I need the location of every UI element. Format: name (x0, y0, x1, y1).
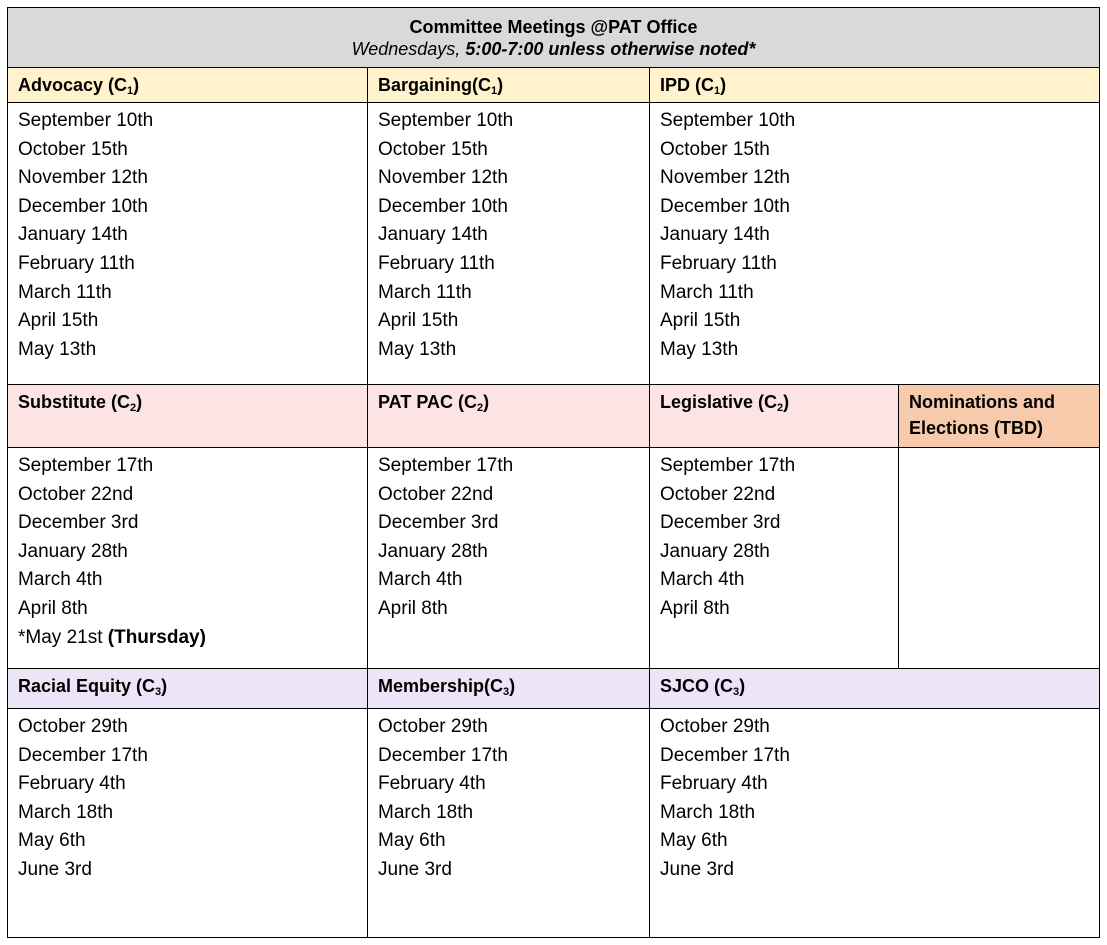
dates-legislative (650, 448, 898, 624)
meeting-date: December 10th (378, 195, 508, 217)
meeting-date: June 3rd (18, 858, 92, 880)
meeting-date: March 11th (378, 281, 472, 303)
meeting-date: February 11th (378, 252, 495, 274)
meeting-date: December 10th (18, 195, 148, 217)
meeting-date: October 15th (378, 138, 488, 160)
header-membership: $Membership(C_3)$ (368, 669, 649, 708)
dates-bargaining (368, 103, 649, 364)
meeting-date: April 8th (378, 597, 448, 619)
meeting-date: November 12th (18, 167, 148, 189)
header-ipd: IPD $(C_1)$ (650, 68, 1099, 102)
meeting-date: December 3rd (378, 512, 499, 534)
meeting-date: December 17th (378, 744, 508, 766)
meeting-date: January 14th (660, 224, 770, 246)
meeting-date: March 11th (660, 281, 754, 303)
dates-membership (368, 709, 649, 885)
grid-line (367, 68, 368, 937)
meeting-date: October 29th (18, 716, 128, 737)
meeting-date: May 13th (18, 338, 97, 360)
meeting-date: May 13th (378, 338, 457, 360)
meeting-date: September 17th (660, 455, 796, 476)
meeting-date: December 17th (18, 744, 148, 766)
dates-sjco (650, 709, 1099, 885)
meeting-date: January 28th (660, 540, 770, 562)
meeting-date: March 18th (660, 801, 756, 823)
dates-pat-pac (368, 448, 649, 624)
meeting-date: April 15th (660, 310, 741, 332)
meeting-date: May 13th (660, 338, 739, 360)
meeting-date: June 3rd (378, 858, 452, 880)
meeting-date: March 4th (18, 569, 103, 591)
table-title (8, 8, 1099, 68)
meeting-date: November 12th (660, 167, 790, 189)
header-advocacy: Advocacy $(C_1)$ (8, 68, 367, 102)
meeting-date: February 11th (660, 252, 777, 274)
meeting-date: October 22nd (660, 483, 776, 505)
meeting-date: June 3rd (660, 858, 734, 880)
meeting-date: April 8th (660, 597, 730, 619)
meeting-date: February 11th (18, 252, 135, 274)
grid-line (8, 102, 1099, 103)
meeting-date: January 14th (18, 224, 128, 246)
dates-racial-equity (8, 709, 367, 885)
meeting-date: October 22nd (18, 483, 134, 505)
header-bargaining: $Bargaining(C_1)$ (368, 68, 649, 102)
meeting-date: May 6th (18, 830, 86, 852)
substitute-extra-date: *May 21st (Thursday) (18, 626, 206, 648)
header-pat-pac: PAT PAC $(C_2)$ (368, 385, 649, 447)
committee-schedule-table (7, 7, 1100, 938)
meeting-date: September 17th (378, 455, 514, 476)
meeting-date: September 17th (18, 455, 154, 476)
meeting-date: January 28th (378, 540, 488, 562)
meeting-date: December 3rd (660, 512, 781, 534)
meeting-date: September 10th (378, 110, 514, 131)
meeting-date: November 12th (378, 167, 508, 189)
grid-line (898, 384, 899, 669)
grid-line (8, 447, 1099, 448)
meeting-date: March 4th (660, 569, 745, 591)
grid-line (8, 384, 1099, 385)
header-nominations-elections: Nominations and Elections (TBD) (899, 385, 1099, 447)
dates-ipd (650, 103, 1099, 364)
meeting-date: March 11th (18, 281, 112, 303)
meeting-date: September 10th (660, 110, 796, 131)
meeting-date: December 3rd (18, 512, 139, 534)
dates-advocacy (8, 103, 367, 364)
header-racial-equity: Racial Equity $(C_3)$ (8, 669, 367, 708)
meeting-date: October 29th (660, 716, 770, 737)
meeting-date: September 10th (18, 110, 154, 131)
meeting-date: April 15th (18, 310, 99, 332)
meeting-date: January 14th (378, 224, 488, 246)
meeting-date: March 18th (378, 801, 474, 823)
meeting-date: March 18th (18, 801, 114, 823)
grid-line (8, 668, 1099, 669)
header-legislative: Legislative $(C_2)$ (650, 385, 898, 447)
meeting-date: February 4th (660, 773, 768, 795)
meeting-date: October 15th (660, 138, 770, 160)
grid-line (8, 708, 1099, 709)
header-substitute: Substitute $(C_2)$ (8, 385, 367, 447)
meeting-date: January 28th (18, 540, 128, 562)
meeting-date: April 15th (378, 310, 459, 332)
meeting-date: March 4th (378, 569, 463, 591)
meeting-date: May 6th (378, 830, 446, 852)
meeting-date: February 4th (378, 773, 486, 795)
meeting-date: May 6th (660, 830, 728, 852)
title-heading: Committee Meetings @PAT Office (409, 17, 698, 37)
meeting-date: October 15th (18, 138, 128, 160)
meeting-date: December 10th (660, 195, 790, 217)
title-subheading: Wednesdays, 5:00-7:00 unless otherwise noted* (351, 39, 756, 59)
dates-substitute (8, 448, 367, 652)
meeting-date: April 8th (18, 597, 88, 619)
meeting-date: October 22nd (378, 483, 494, 505)
meeting-date: October 29th (378, 716, 488, 737)
meeting-date: February 4th (18, 773, 126, 795)
grid-line (649, 68, 650, 937)
meeting-date: December 17th (660, 744, 790, 766)
header-sjco: SJCO $(C_3)$ (650, 669, 1099, 708)
